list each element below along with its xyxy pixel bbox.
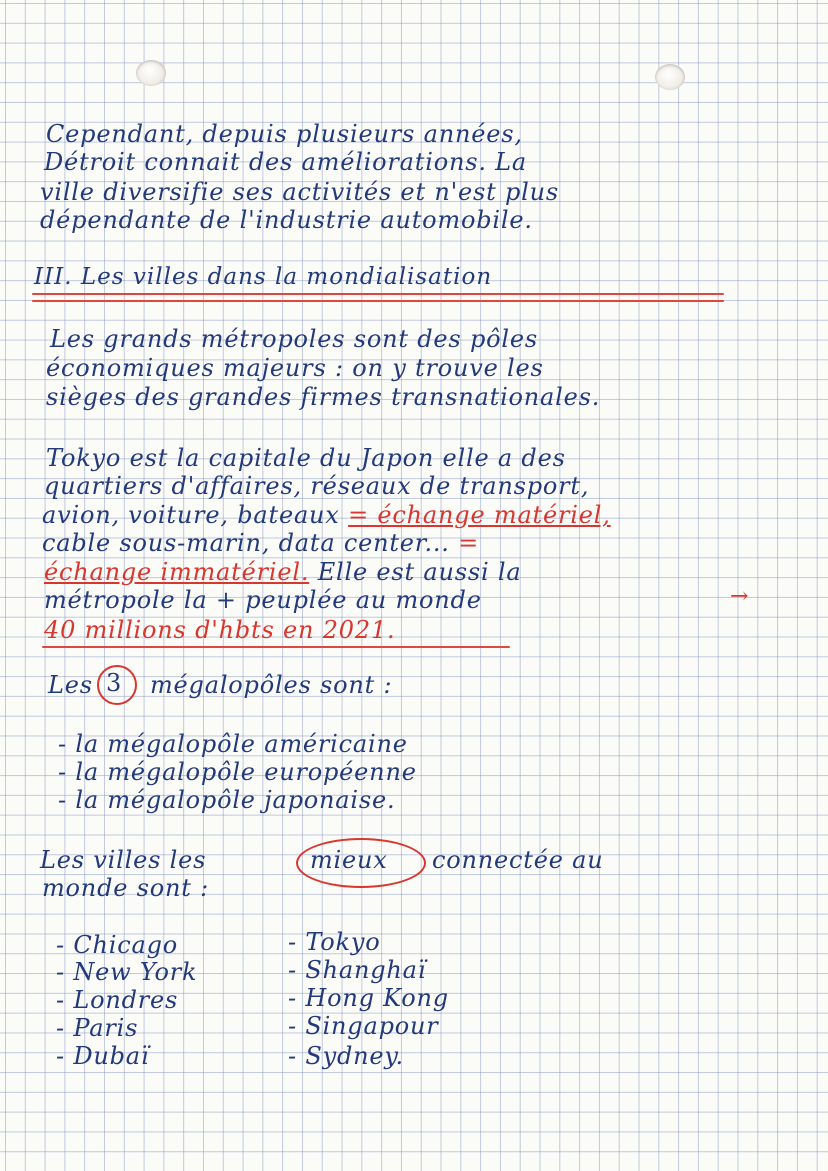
punch-hole-left	[136, 60, 166, 86]
megalopoles-intro-start: Les	[48, 671, 93, 699]
heading-underline-1	[32, 293, 724, 295]
tokyo-line-3	[42, 503, 611, 527]
megalopole-item-3: - la mégalopôle japonaise.	[58, 786, 396, 814]
tokyo-line-4-text: cable sous-marin, data center...	[42, 529, 450, 557]
population-underline	[42, 646, 510, 648]
city-left-5: - Dubaï	[56, 1042, 150, 1070]
heading-underline-2	[32, 300, 724, 302]
connected-line-1-start: Les villes les	[40, 846, 207, 874]
connected-line-2: monde sont :	[42, 874, 210, 902]
megalopoles-number: 3	[106, 669, 123, 697]
tokyo-line-5-text: Elle est aussi la	[317, 558, 522, 586]
metropoles-line-1: Les grands métropoles sont des pôles	[50, 325, 538, 353]
city-left-4: - Paris	[56, 1014, 139, 1042]
tokyo-line-1: Tokyo est la capitale du Japon elle a des	[46, 444, 566, 472]
arrow-icon: →	[730, 584, 749, 609]
city-left-3: - Londres	[56, 986, 179, 1014]
city-right-2: - Shanghaï	[288, 956, 427, 984]
intro-line-4: dépendante de l'industrie automobile.	[40, 206, 533, 234]
intro-line-3: ville diversifie ses activités et n'est plus	[40, 178, 559, 206]
tokyo-line-3-text: avion, voiture, bateaux	[42, 501, 340, 529]
megalopoles-intro-end: mégalopôles sont :	[150, 671, 393, 699]
population-note: 40 millions d'hbts en 2021.	[44, 616, 396, 644]
tokyo-line-6: métropole la + peuplée au monde	[44, 586, 482, 614]
city-right-4: - Singapour	[288, 1012, 439, 1040]
equals-sign: =	[458, 529, 480, 557]
city-right-5: - Sydney.	[288, 1042, 404, 1070]
metropoles-line-3: sièges des grandes firmes transnationales.	[46, 383, 601, 411]
echange-immateriel: échange immatériel.	[44, 558, 310, 586]
intro-line-1: Cependant, depuis plusieurs années,	[46, 120, 523, 148]
intro-line-2: Détroit connait des améliorations. La	[44, 148, 528, 176]
city-right-1: - Tokyo	[288, 928, 381, 956]
metropoles-line-2: économiques majeurs : on y trouve les	[46, 354, 544, 382]
megalopole-item-1: - la mégalopôle américaine	[58, 730, 408, 758]
city-left-2: - New York	[56, 958, 198, 986]
megalopole-item-2: - la mégalopôle européenne	[58, 758, 417, 786]
section-heading: III. Les villes dans la mondialisation	[34, 264, 493, 290]
circled-word: mieux	[310, 846, 388, 874]
echange-materiel: = échange matériel,	[348, 501, 611, 529]
tokyo-line-4	[42, 531, 479, 555]
city-left-1: - Chicago	[56, 931, 178, 959]
tokyo-line-2: quartiers d'affaires, réseaux de transport,	[44, 472, 590, 500]
punch-hole-right	[655, 64, 685, 90]
city-right-3: - Hong Kong	[288, 984, 449, 1012]
tokyo-line-5	[44, 560, 522, 584]
connected-line-1-end: connectée au	[432, 846, 604, 874]
